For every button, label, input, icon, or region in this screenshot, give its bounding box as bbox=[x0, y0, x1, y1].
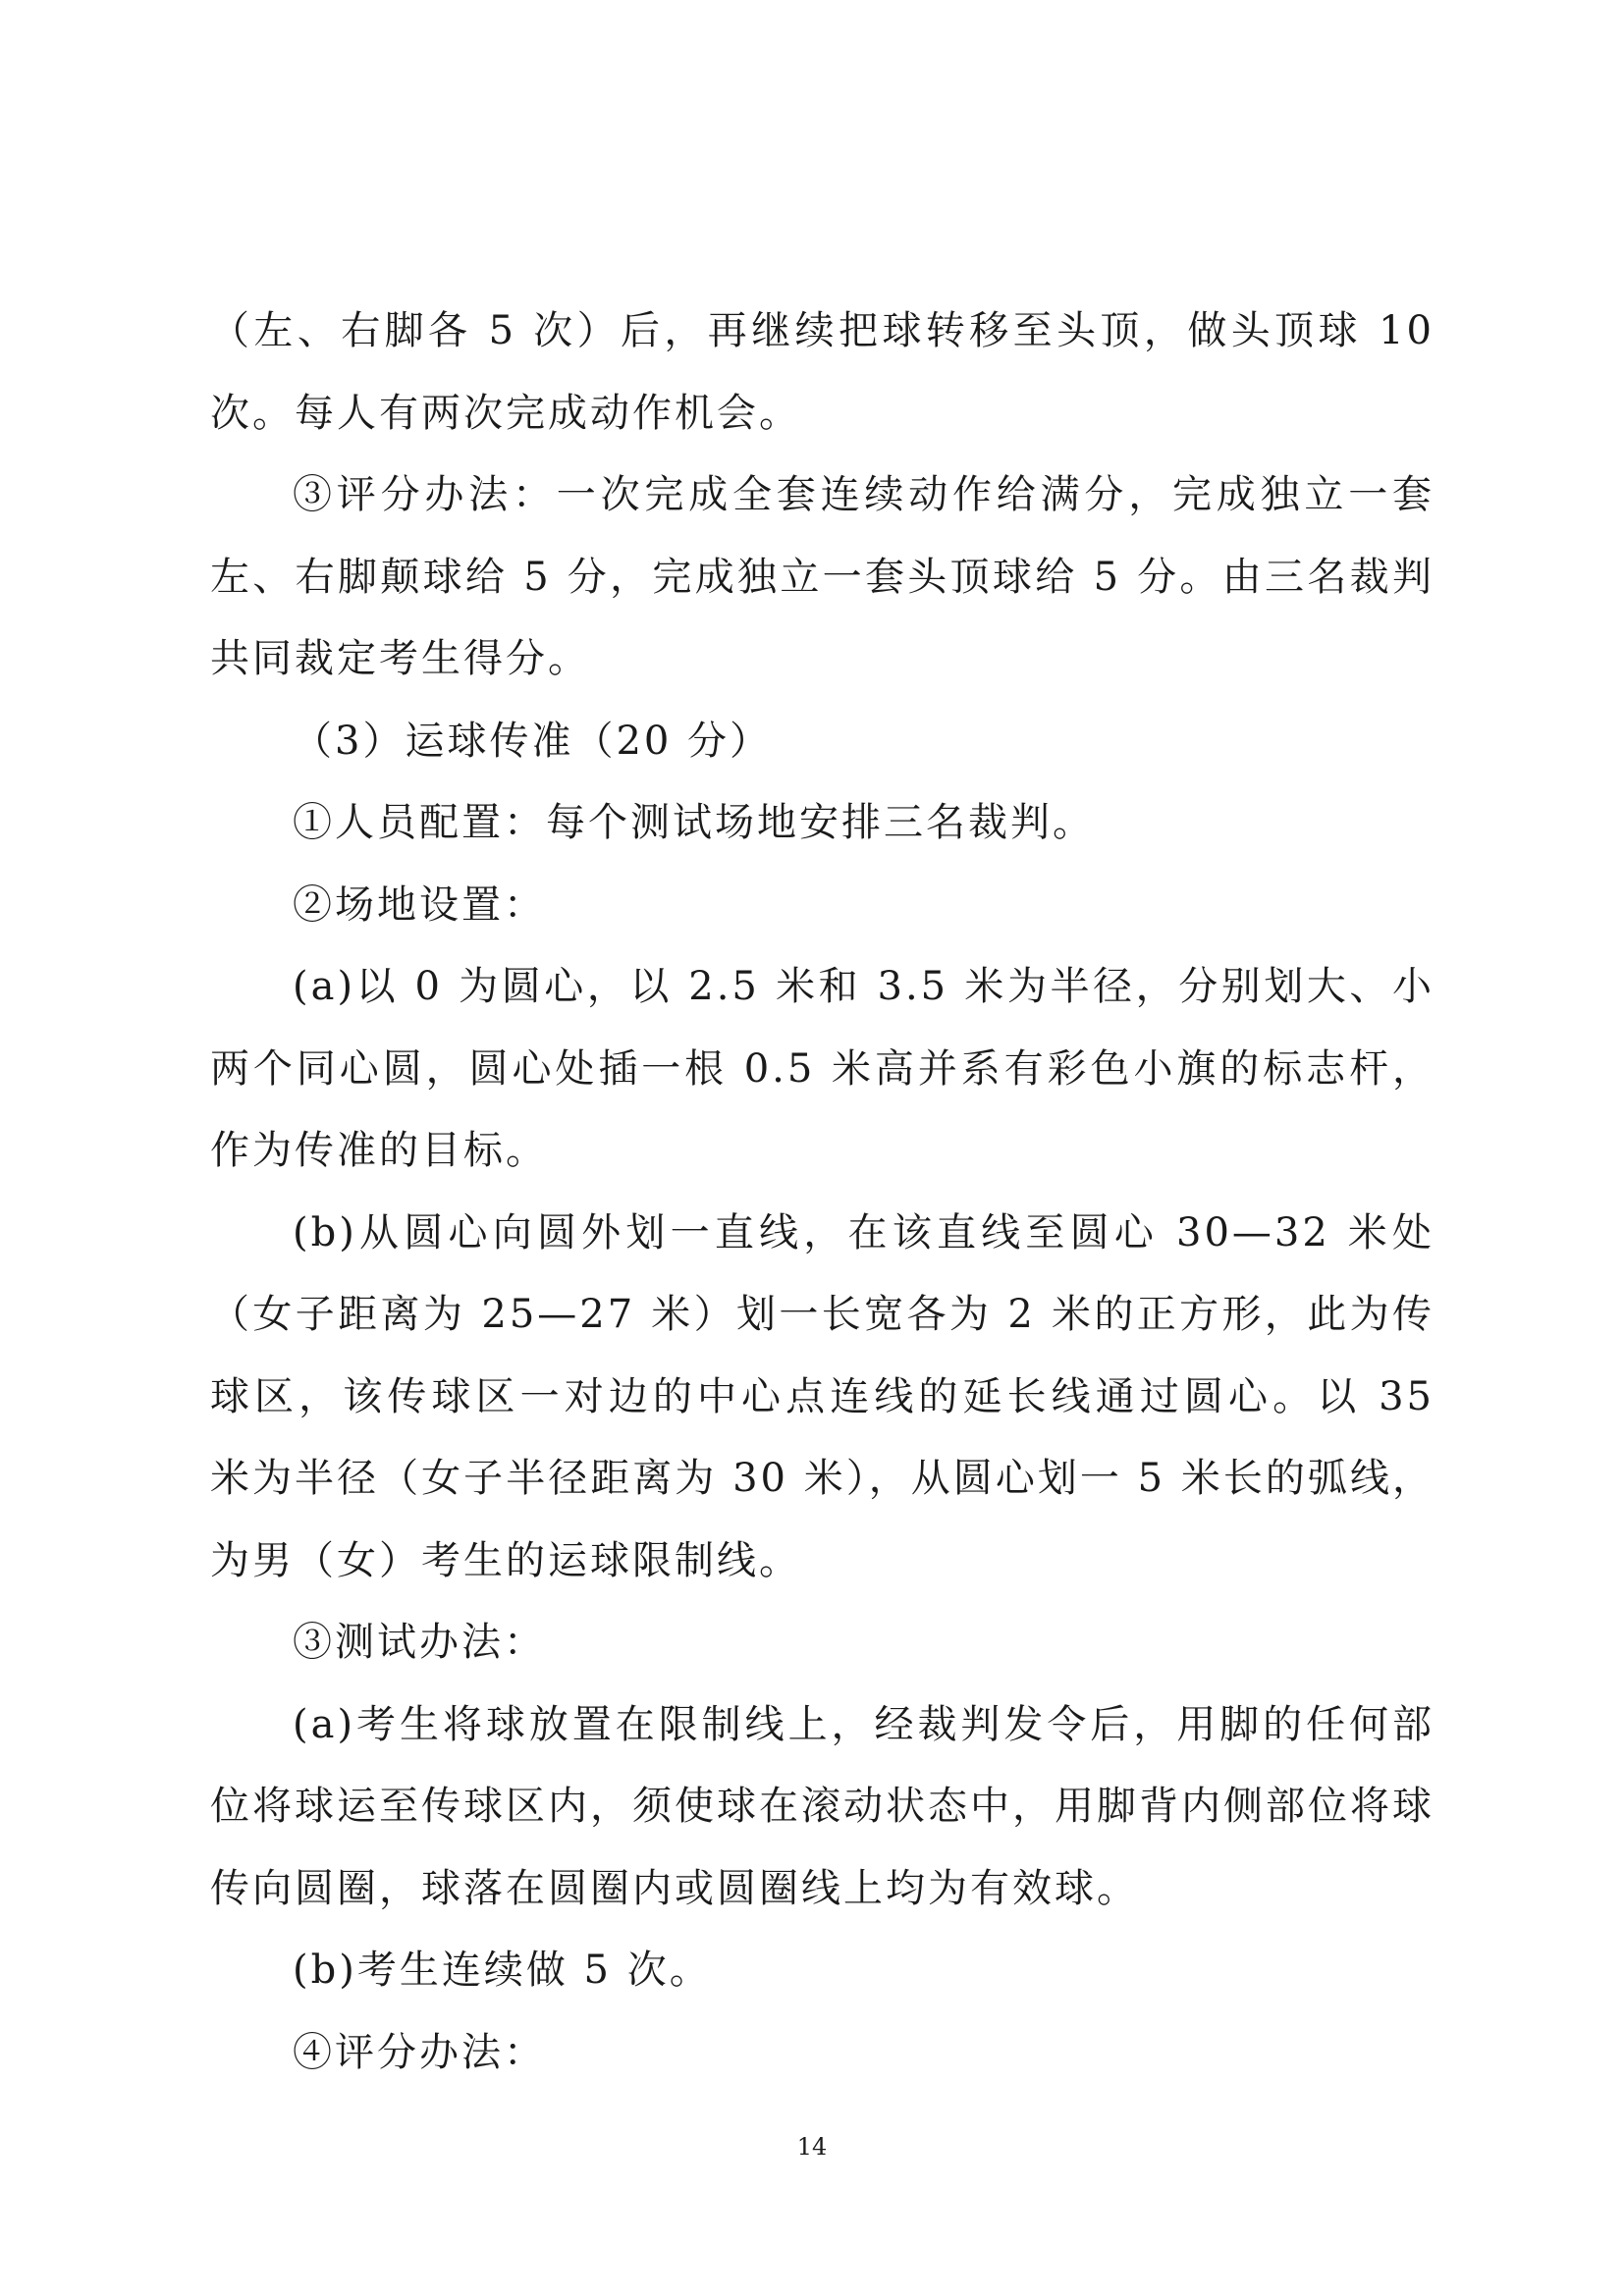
paragraph-scoring-method: ③评分办法：一次完成全套连续动作给满分，完成独立一套左、右脚颠球给 5 分，完成独立一套头顶球给 5 分。由三名裁判共同裁定考生得分。 bbox=[210, 472, 1435, 681]
paragraph-field-setup-b: (b)从圆心向圆外划一直线，在该直线至圆心 30—32 米处（女子距离为 25—27 米）划一长宽各为 2 米的正方形，此为传球区，该传球区一对边的中心点连线的延长线通过圆心。以 35 米为半径（女子半径距离为 30 米），从圆心划一 5 米长的弧线，为男（女）考生的运球限制线。 bbox=[210, 1209, 1435, 1583]
section-heading-dribble-pass: （3）运球传准（20 分） bbox=[293, 718, 773, 764]
paragraph-staffing: ①人员配置：每个测试场地安排三名裁判。 bbox=[293, 800, 1095, 845]
page-number: 14 bbox=[796, 2133, 828, 2161]
document-body bbox=[210, 291, 1435, 2094]
paragraph-test-method-a: (a)考生将球放置在限制线上，经裁判发令后，用脚的任何部位将球运至传球区内，须使球在滚动状态中，用脚背内侧部位将球传向圆圈，球落在圆圈内或圆圈线上均为有效球。 bbox=[210, 1701, 1435, 1911]
paragraph-test-method-heading: ③测试办法： bbox=[293, 1620, 546, 1665]
paragraph-scoring-heading: ④评分办法： bbox=[293, 2029, 546, 2075]
paragraph-field-setup-a: (a)以 0 为圆心，以 2.5 米和 3.5 米为半径，分别划大、小两个同心圆，圆心处插一根 0.5 米高并系有彩色小旗的标志杆，作为传准的目标。 bbox=[210, 964, 1435, 1173]
paragraph-continuation: （左、右脚各 5 次）后，再继续把球转移至头顶，做头顶球 10 次。每人有两次完成动作机会。 bbox=[210, 308, 1435, 436]
paragraph-test-method-b: (b)考生连续做 5 次。 bbox=[293, 1948, 712, 1993]
paragraph-field-setup-heading: ②场地设置： bbox=[293, 881, 546, 928]
